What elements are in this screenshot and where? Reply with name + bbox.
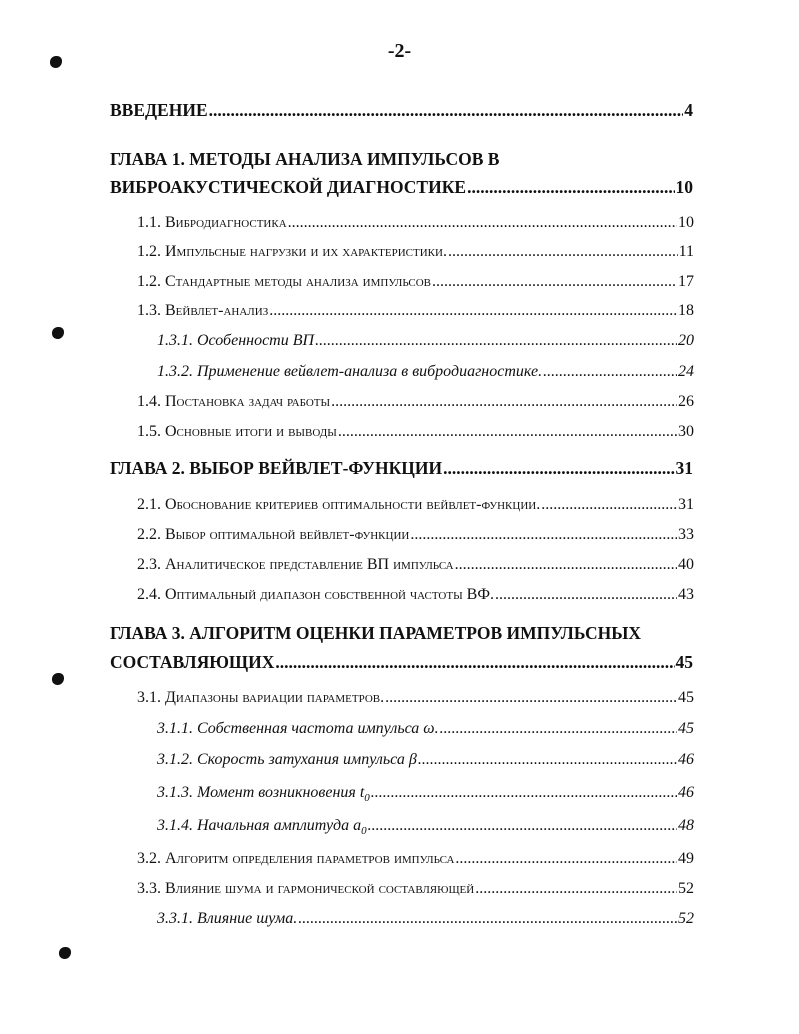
toc-entry[interactable] <box>157 818 694 837</box>
toc-page: 48 <box>678 817 694 834</box>
toc-leader-dots <box>331 394 677 410</box>
toc-leader-dots <box>541 497 677 513</box>
toc-entry[interactable] <box>157 752 694 768</box>
toc-label: 1.3.1. Особенности ВП <box>157 332 315 349</box>
toc-leader-dots <box>475 881 677 897</box>
toc-leader-dots <box>275 654 674 672</box>
toc-label: 1.1. Вибродиагностика <box>137 214 287 231</box>
toc-page: 52 <box>678 910 694 927</box>
toc-leader-dots <box>443 460 674 478</box>
toc-leader-dots <box>440 721 677 737</box>
toc-page: 46 <box>678 784 694 801</box>
toc-page: 30 <box>678 423 694 440</box>
toc-entry[interactable] <box>137 424 694 440</box>
toc-entry[interactable] <box>137 303 694 319</box>
toc-label-text: 3.1.4. Начальная амплитуда a <box>157 817 362 834</box>
toc-label: СОСТАВЛЯЮЩИХ <box>110 652 275 672</box>
toc-leader-dots <box>385 690 677 706</box>
toc-label: 1.4. Постановка задач работы <box>137 393 331 410</box>
toc-label: 3.1.2. Скорость затухания импульса β <box>157 751 417 768</box>
toc-entry[interactable] <box>157 721 694 737</box>
toc-page: 4 <box>684 100 693 120</box>
toc-entry[interactable] <box>137 881 694 897</box>
toc-page: 18 <box>678 302 694 319</box>
toc-page: 45 <box>678 689 694 706</box>
toc-entry-chapter-3[interactable] <box>110 654 693 672</box>
toc-page: 20 <box>678 332 694 349</box>
toc-page: 11 <box>678 243 694 260</box>
toc-leader-dots <box>543 364 677 380</box>
toc-label <box>157 785 370 804</box>
toc-label: 1.2. Стандартные методы анализа импульсов <box>137 273 431 290</box>
toc-entry[interactable] <box>137 527 694 543</box>
toc-page: 10 <box>675 177 693 197</box>
toc-page: 46 <box>678 751 694 768</box>
toc-leader-dots <box>410 527 677 543</box>
toc-label: 3.1.1. Собственная частота импульса ω. <box>157 720 439 737</box>
toc-entry[interactable] <box>137 497 694 513</box>
toc-entry[interactable] <box>137 690 694 706</box>
toc-leader-dots <box>455 557 677 573</box>
toc-entry[interactable] <box>137 215 694 231</box>
toc-entry[interactable] <box>157 364 694 380</box>
toc-entry-chapter-1[interactable] <box>110 179 693 197</box>
toc-leader-dots <box>298 911 677 927</box>
toc-entry[interactable] <box>137 587 694 603</box>
toc-page: 31 <box>678 496 694 513</box>
toc-label: ГЛАВА 2. ВЫБОР ВЕЙВЛЕТ-ФУНКЦИИ <box>110 458 443 478</box>
toc-label: ВВЕДЕНИЕ <box>110 100 208 120</box>
toc-leader-dots <box>269 303 677 319</box>
toc-page: 45 <box>675 652 693 672</box>
toc-entry[interactable] <box>137 394 694 410</box>
toc-entry[interactable] <box>137 557 694 573</box>
toc-label: 2.1. Обоснование критериев оптимальности вейвлет-функции. <box>137 496 541 513</box>
toc-label-subscript: 0 <box>361 825 367 838</box>
toc-page: 33 <box>678 526 694 543</box>
toc-leader-dots <box>455 851 677 867</box>
toc-entry[interactable] <box>137 274 694 290</box>
toc-page: 40 <box>678 556 694 573</box>
toc-label: 3.2. Алгоритм определения параметров импульса <box>137 850 455 867</box>
toc-entry-intro[interactable] <box>110 102 693 120</box>
toc-label: ВИБРОАКУСТИЧЕСКОЙ ДИАГНОСТИКЕ <box>110 177 467 197</box>
toc-page: 10 <box>678 214 694 231</box>
toc-chapter-1-title[interactable]: ГЛАВА 1. МЕТОДЫ АНАЛИЗА ИМПУЛЬСОВ В <box>110 149 500 169</box>
toc-label: 2.3. Аналитическое представление ВП импульса <box>137 556 454 573</box>
toc-label: 1.2. Импульсные нагрузки и их характеристики. <box>137 243 447 260</box>
toc-entry[interactable] <box>157 333 694 349</box>
toc-label: 2.2. Выбор оптимальной вейвлет-функции <box>137 526 410 543</box>
toc-label: 3.1. Диапазоны вариации параметров. <box>137 689 385 706</box>
toc-leader-dots <box>418 752 677 768</box>
toc-label: 1.3. Вейвлет-анализ <box>137 302 269 319</box>
toc-label: 3.3. Влияние шума и гармонической составляющей <box>137 880 475 897</box>
toc-label: 2.4. Оптимальный диапазон собственной частоты ВФ. <box>137 586 494 603</box>
toc-leader-dots <box>448 244 678 260</box>
toc-chapter-3-title[interactable]: ГЛАВА 3. АЛГОРИТМ ОЦЕНКИ ПАРАМЕТРОВ ИМПУЛЬСНЫХ <box>110 623 642 643</box>
toc-label-text: 3.1.3. Момент возникновения t <box>157 784 365 801</box>
toc-entry[interactable] <box>157 785 694 804</box>
toc-page: 26 <box>678 393 694 410</box>
toc-page: 31 <box>675 458 693 478</box>
toc-label: 3.3.1. Влияние шума. <box>157 910 298 927</box>
toc-entry[interactable] <box>157 911 694 927</box>
toc-leader-dots <box>432 274 677 290</box>
page-number: -2- <box>387 40 412 62</box>
toc-page: 52 <box>678 880 694 897</box>
toc-page: 17 <box>678 273 694 290</box>
toc-leader-dots <box>495 587 677 603</box>
toc-entry[interactable] <box>137 851 694 867</box>
toc-leader-dots <box>338 424 677 440</box>
toc-label-subscript: 0 <box>364 792 370 805</box>
toc-leader-dots <box>288 215 677 231</box>
toc-entry[interactable] <box>137 244 694 260</box>
toc-page: 49 <box>678 850 694 867</box>
toc-page: 24 <box>678 363 694 380</box>
toc-entry-chapter-2[interactable] <box>110 460 693 478</box>
toc-leader-dots <box>467 179 674 197</box>
toc-label: 1.3.2. Применение вейвлет-анализа в вибродиагностике. <box>157 363 543 380</box>
toc-leader-dots <box>315 333 677 349</box>
toc-page: 43 <box>678 586 694 603</box>
toc-leader-dots <box>368 818 677 834</box>
toc-label <box>157 818 367 837</box>
toc-label: 1.5. Основные итоги и выводы <box>137 423 337 440</box>
toc-page: 45 <box>678 720 694 737</box>
toc-leader-dots <box>209 102 684 120</box>
toc-leader-dots <box>371 785 677 801</box>
